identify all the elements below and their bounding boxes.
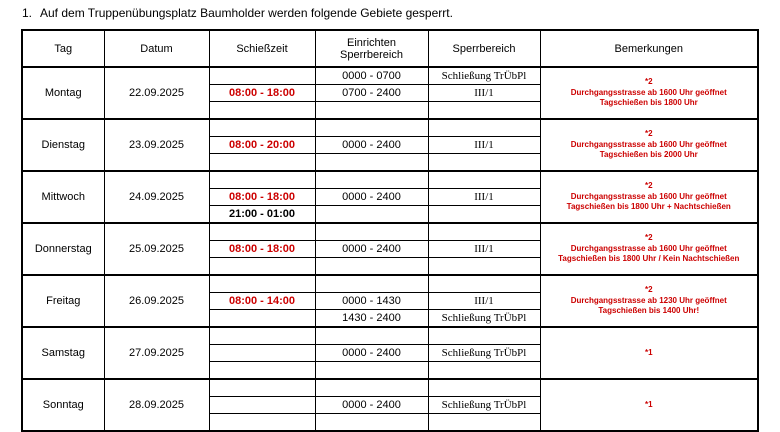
date-cell: 27.09.2025 (104, 327, 209, 379)
table-row (22, 223, 758, 275)
table-row (22, 119, 758, 171)
day-cell: Samstag (22, 327, 104, 379)
remarks-cell (540, 275, 758, 327)
setup-time-cell-line: 0000 - 2400 (316, 345, 428, 362)
restricted-area-cell-line: Schließung TrÜbPl (429, 345, 540, 362)
remark-line: Durchgangsstrasse ab 1600 Uhr geöffnet (570, 87, 727, 97)
table-row (22, 171, 758, 223)
remark-line: *2 (644, 285, 653, 295)
firing-time-cell-line (210, 328, 315, 345)
table-row (22, 327, 758, 379)
header-datum: Datum (104, 30, 209, 67)
firing-time-cell-line (210, 258, 315, 274)
restricted-area-cell-line (429, 362, 540, 378)
remarks-cell (540, 67, 758, 119)
firing-time-cell-line: 08:00 - 18:00 (210, 241, 315, 258)
firing-time-cell-line: 08:00 - 18:00 (210, 85, 315, 102)
restricted-area-cell-line (429, 328, 540, 345)
date-cell: 23.09.2025 (104, 119, 209, 171)
table-row (22, 275, 758, 327)
setup-time-cell (315, 171, 428, 223)
remark-line: Tagschießen bis 1800 Uhr + Nachtschießen (566, 202, 731, 212)
restricted-area-cell-line: Schließung TrÜbPl (429, 68, 540, 85)
setup-time-cell-line (316, 206, 428, 222)
restricted-area-cell-line (429, 102, 540, 118)
date-cell: 24.09.2025 (104, 171, 209, 223)
closure-schedule-table (21, 29, 759, 432)
firing-time-cell-line (210, 310, 315, 326)
restricted-area-cell-line (429, 120, 540, 137)
restricted-area-cell-line: III/1 (429, 241, 540, 258)
day-cell: Donnerstag (22, 223, 104, 275)
restricted-area-cell (428, 275, 540, 327)
remark-line: Tagschießen bis 2000 Uhr (599, 150, 698, 160)
setup-time-cell (315, 379, 428, 431)
restricted-area-cell-line (429, 258, 540, 274)
setup-time-cell-line (316, 120, 428, 137)
remarks-cell (540, 379, 758, 431)
restricted-area-cell (428, 67, 540, 119)
remark-line: Durchgangsstrasse ab 1600 Uhr geöffnet (570, 139, 727, 149)
setup-time-cell-line: 1430 - 2400 (342, 312, 401, 324)
firing-time-cell (209, 223, 315, 275)
remark-line: Tagschießen bis 1800 Uhr / Kein Nachtschießen (558, 254, 740, 264)
restricted-area-cell-line: III/1 (429, 137, 540, 154)
firing-time-cell-line (210, 345, 315, 362)
setup-time-cell (315, 119, 428, 171)
remark-line: *1 (644, 347, 653, 357)
header-einrichten (315, 30, 428, 67)
restricted-area-cell (428, 171, 540, 223)
remark-line: *1 (644, 399, 653, 409)
restricted-area-cell-line: Schließung TrÜbPl (441, 312, 527, 324)
date-cell: 28.09.2025 (104, 379, 209, 431)
setup-time-cell-line: 0000 - 1430 (316, 293, 428, 310)
setup-time-cell-line: 0000 - 2400 (316, 397, 428, 414)
section-title: Auf dem Truppenübungsplatz Baumholder werden folgende Gebiete gesperrt. (40, 6, 453, 20)
date-cell: 26.09.2025 (104, 275, 209, 327)
firing-time-cell-line (210, 224, 315, 241)
remark-line: *2 (644, 233, 653, 243)
setup-time-cell-line (316, 102, 428, 118)
setup-time-cell-line (316, 362, 428, 378)
restricted-area-cell-line (429, 224, 540, 241)
firing-time-cell-line: 08:00 - 14:00 (210, 293, 315, 310)
table-row (22, 379, 758, 431)
date-cell: 25.09.2025 (104, 223, 209, 275)
firing-time-cell-line (210, 397, 315, 414)
restricted-area-cell-line (429, 172, 540, 189)
setup-time-cell (315, 327, 428, 379)
day-cell: Montag (22, 67, 104, 119)
day-cell: Mittwoch (22, 171, 104, 223)
setup-time-cell-line: 0700 - 2400 (316, 85, 428, 102)
firing-time-cell-line (210, 172, 315, 189)
restricted-area-cell-line (429, 276, 540, 293)
restricted-area-cell-line (429, 154, 540, 170)
firing-time-cell (209, 171, 315, 223)
restricted-area-cell-line (429, 380, 540, 397)
restricted-area-cell-line: III/1 (429, 85, 540, 102)
remark-line: *2 (644, 77, 653, 87)
header-sperrbereich: Sperrbereich (428, 30, 540, 67)
setup-time-cell-line (316, 172, 428, 189)
restricted-area-cell (428, 223, 540, 275)
restricted-area-cell-line (429, 206, 540, 222)
restricted-area-cell (428, 327, 540, 379)
remark-line: Durchgangsstrasse ab 1600 Uhr geöffnet (570, 191, 727, 201)
table-header-row (22, 30, 758, 67)
section-heading (22, 6, 453, 20)
restricted-area-cell-line: III/1 (429, 189, 540, 206)
header-tag: Tag (22, 30, 104, 67)
firing-time-cell (209, 327, 315, 379)
firing-time-cell-line (210, 154, 315, 170)
day-cell: Freitag (22, 275, 104, 327)
setup-time-cell-line: 0000 - 2400 (316, 241, 428, 258)
remarks-cell (540, 327, 758, 379)
remark-line: *2 (644, 181, 653, 191)
firing-time-cell (209, 275, 315, 327)
header-bemerkungen: Bemerkungen (540, 30, 758, 67)
setup-time-cell (315, 275, 428, 327)
table-row (22, 67, 758, 119)
setup-time-cell-line (316, 380, 428, 397)
firing-time-cell-line (210, 362, 315, 378)
remark-line: *2 (644, 129, 653, 139)
day-cell: Dienstag (22, 119, 104, 171)
restricted-area-cell-line: III/1 (429, 293, 540, 310)
remark-line: Tagschießen bis 1400 Uhr! (598, 306, 700, 316)
remark-line: Durchgangsstrasse ab 1230 Uhr geöffnet (570, 295, 727, 305)
restricted-area-cell-line (429, 414, 540, 430)
setup-time-cell-line: 0000 - 0700 (316, 68, 428, 85)
header-einrichten-line2: Sperrbereich (340, 48, 403, 61)
firing-time-cell-line: 21:00 - 01:00 (228, 208, 296, 220)
restricted-area-cell (428, 379, 540, 431)
setup-time-cell-line (316, 328, 428, 345)
setup-time-cell (315, 223, 428, 275)
remarks-cell (540, 119, 758, 171)
date-cell: 22.09.2025 (104, 67, 209, 119)
firing-time-cell-line: 08:00 - 18:00 (210, 189, 315, 206)
setup-time-cell-line (316, 258, 428, 274)
restricted-area-cell-line: Schließung TrÜbPl (429, 397, 540, 414)
header-schiesszeit: Schießzeit (209, 30, 315, 67)
restricted-area-cell (428, 119, 540, 171)
firing-time-cell (209, 119, 315, 171)
firing-time-cell (209, 379, 315, 431)
remark-line: Tagschießen bis 1800 Uhr (599, 98, 698, 108)
remarks-cell (540, 223, 758, 275)
firing-time-cell-line (210, 276, 315, 293)
setup-time-cell (315, 67, 428, 119)
day-cell: Sonntag (22, 379, 104, 431)
setup-time-cell-line (316, 154, 428, 170)
setup-time-cell-line: 0000 - 2400 (316, 137, 428, 154)
header-einrichten-line1: Einrichten (347, 36, 396, 49)
setup-time-cell-line (316, 224, 428, 241)
section-number: 1. (22, 6, 33, 20)
firing-time-cell-line (210, 102, 315, 118)
firing-time-cell (209, 67, 315, 119)
setup-time-cell-line (316, 276, 428, 293)
firing-time-cell-line (210, 120, 315, 137)
firing-time-cell-line (210, 380, 315, 397)
remarks-cell (540, 171, 758, 223)
remark-line: Durchgangsstrasse ab 1600 Uhr geöffnet (570, 243, 727, 253)
firing-time-cell-line (210, 68, 315, 85)
setup-time-cell-line: 0000 - 2400 (316, 189, 428, 206)
firing-time-cell-line: 08:00 - 20:00 (210, 137, 315, 154)
firing-time-cell-line (210, 414, 315, 430)
setup-time-cell-line (316, 414, 428, 430)
